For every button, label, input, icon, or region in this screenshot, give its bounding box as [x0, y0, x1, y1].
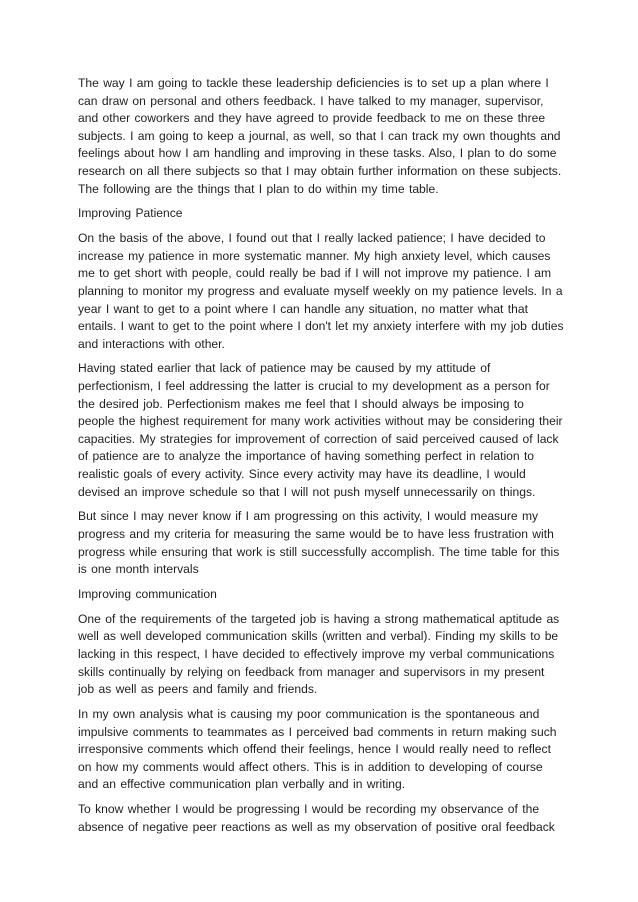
- paragraph-communication-progress: To know whether I would be progressing I would be recording my observance of the absence of negative peer reactions as well as my observation of positive oral feedback: [78, 802, 555, 834]
- paragraph-patience-basis: On the basis of the above, I found out that I really lacked patience; I have decided to increase my patience in more systematic manner. My high anxiety level, which causes me to get short with people, could really be bad if I will not improve my patience. I am planning to monitor my progress and evaluate myself weekly on my patience levels. In a year I want to get to a point where I can handle any situation, no matter what that entails. I want to get to the point where I don't let my anxiety interfere with my job duties and interactions with other.: [78, 231, 564, 351]
- paragraph-progress-measure: But since I may never know if I am progressing on this activity, I would measure my progress and my criteria for measuring the same would be to have less frustration with progress while ensuring that work is still successfully accomplish. The time table for this is one month intervals: [78, 509, 560, 577]
- paragraph-communication-requirements: One of the requirements of the targeted job is having a strong mathematical aptitude as well as well developed communication skills (written and verbal). Finding my skills to be lacking in this respect, I have decided to effectively improve my verbal communications skills continually by relying on feedback from manager and supervisors in my present job as well as peers and family and friends.: [78, 611, 560, 697]
- paragraph-perfectionism: Having stated earlier that lack of patience may be caused by my attitude of perfectionism, I feel addressing the latter is crucial to my development as a person for the desired job. Perfectionism makes me feel that I should always be imposing to people the highest requirement for many work activities without may be considering their capacities. My strategies for improvement of correction of said perceived caused of lack of patience are to analyze the importance of having something perfect in relation to realistic goals of every activity. Since every activity may have its deadline, I would devised an improve schedule so that I will not push myself unnecessarily on things.: [78, 361, 563, 499]
- paragraph-leadership-plan: The way I am going to tackle these leadership deficiencies is to set up a plan where I can draw on personal and others feedback. I have talked to my manager, supervisor, and other coworkers and they have agreed to provide feedback to me on these three subjects. I am going to keep a journal, as well, so that I can track my own thoughts and feelings about how I am handling and improving in these tasks. Also, I plan to do some research on all there subjects so that I may obtain further information on these subjects. The following are the things that I plan to do within my time table.: [78, 76, 562, 196]
- document-body: [78, 75, 564, 843]
- heading-improving-patience: Improving Patience: [78, 206, 183, 221]
- heading-improving-communication: Improving communication: [78, 586, 217, 601]
- paragraph-communication-analysis: In my own analysis what is causing my poor communication is the spontaneous and impulsive comments to teammates as I perceived bad comments in return making such irresponsive comments which offend their feelings, hence I would really need to reflect on how my comments would affect others. This is in addition to developing of course and an effective communication plan verbally and in writing.: [78, 706, 557, 792]
